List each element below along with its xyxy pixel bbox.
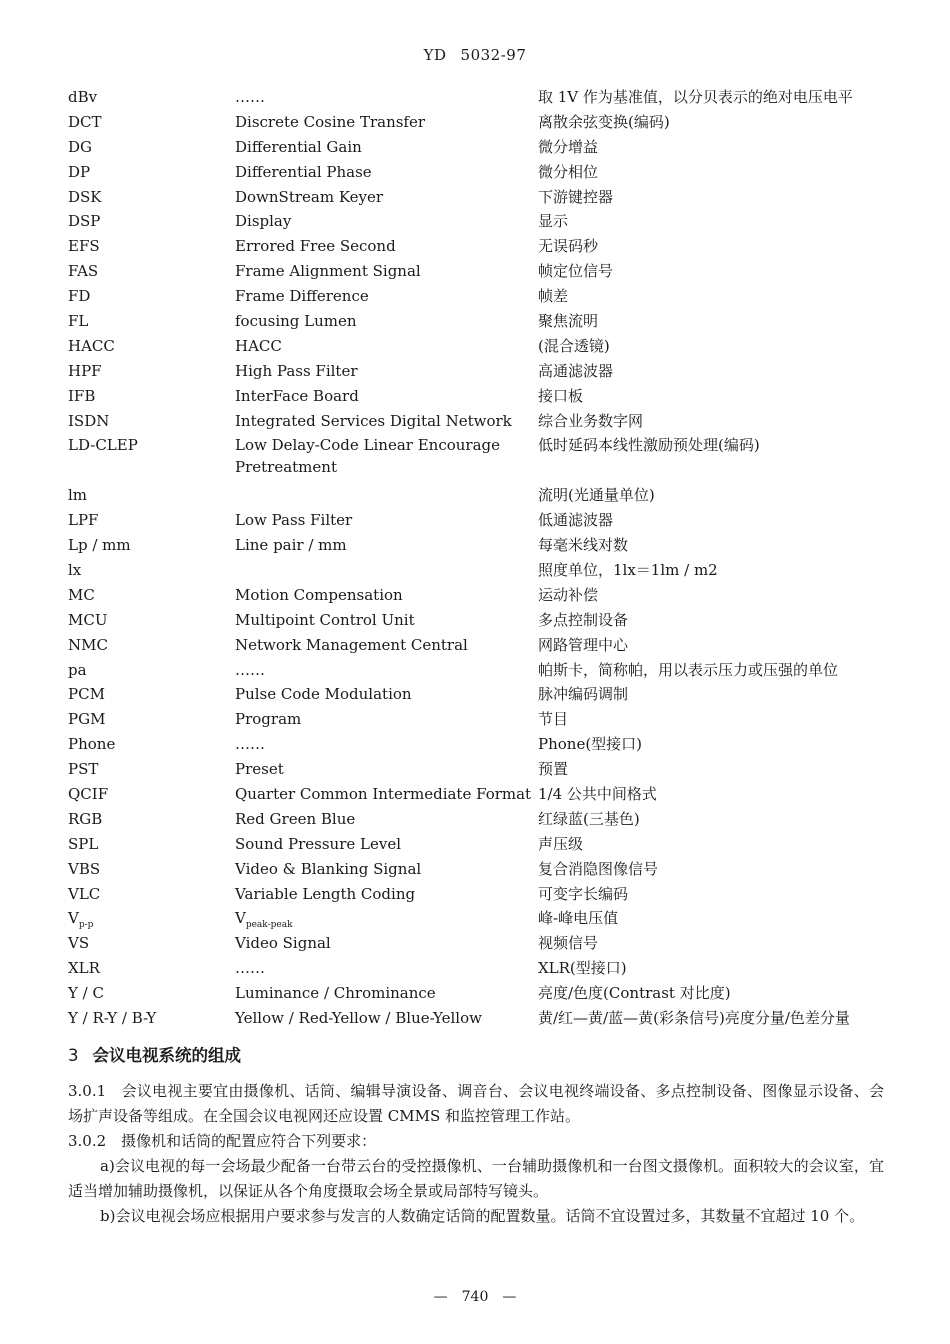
english-term-text: Preset — [235, 760, 284, 779]
english-term-text: Pulse Code Modulation — [235, 685, 412, 704]
paragraph-3-0-2: 3.0.2 摄像机和话筒的配置应符合下列要求： — [68, 1132, 377, 1150]
abbreviation-text: Lp / mm — [68, 536, 131, 555]
english-term-text: Differential Gain — [235, 137, 362, 156]
chinese-term-cell: 下游键控器 — [538, 187, 614, 206]
abbreviation-text: VBS — [68, 859, 101, 878]
table-row — [68, 434, 898, 484]
english-term-cell — [235, 883, 415, 905]
table-row — [68, 932, 898, 957]
english-term-text: Variable Length Coding — [235, 884, 416, 903]
table-row — [68, 534, 898, 559]
english-term-text: Program — [235, 710, 302, 729]
chinese-term-cell: 网路管理中心 — [538, 635, 629, 654]
standard-number: 5032-97 — [460, 46, 527, 64]
chinese-term-cell: 视频信号 — [538, 934, 599, 953]
english-term-cell — [235, 210, 291, 232]
english-term-cell — [235, 260, 421, 282]
table-row — [68, 683, 898, 708]
abbreviation-subscript: p-p — [78, 920, 94, 931]
chinese-term-cell: (混合透镜) — [538, 336, 610, 355]
abbreviation-text: NMC — [68, 635, 108, 654]
table-row — [68, 136, 898, 161]
abbreviation-text: PCM — [68, 685, 105, 704]
english-term-cell — [235, 509, 352, 531]
abbreviation-text: MC — [68, 585, 95, 604]
table-row — [68, 957, 898, 982]
abbreviation-cell — [68, 360, 102, 382]
english-term-text: …… — [235, 88, 265, 106]
english-term-cell — [235, 932, 331, 954]
abbreviation-table — [68, 86, 898, 1032]
table-row — [68, 559, 898, 584]
english-term-cell — [235, 733, 265, 755]
abbreviation-text: XLR — [68, 959, 100, 978]
table-row — [68, 260, 898, 285]
abbreviation-cell — [68, 310, 88, 332]
abbreviation-text: PGM — [68, 710, 106, 729]
english-term-text: Red Green Blue — [235, 809, 356, 828]
table-row — [68, 708, 898, 733]
section-title: 会议电视系统的组成 — [92, 1046, 241, 1065]
section-number: 3 — [68, 1046, 79, 1065]
english-term-text: Sound Pressure Level — [235, 834, 401, 853]
english-term-cell — [235, 235, 396, 257]
table-row — [68, 1007, 898, 1032]
table-row — [68, 858, 898, 883]
english-term-cell — [235, 833, 401, 855]
english-term-text: Display — [235, 212, 292, 231]
chinese-term-cell: 显示 — [538, 212, 569, 231]
abbreviation-cell — [68, 758, 98, 780]
english-term-text: Discrete Cosine Transfer — [235, 112, 426, 131]
abbreviation-text: FL — [68, 312, 89, 331]
abbreviation-text: lm — [68, 486, 88, 505]
english-term-subscript: peak-peak — [245, 920, 293, 931]
chinese-term-cell: 声压级 — [538, 834, 584, 853]
abbreviation-text: MCU — [68, 610, 108, 629]
abbreviation-cell — [68, 783, 108, 805]
abbreviation-cell — [68, 410, 109, 432]
abbreviation-cell — [68, 161, 90, 183]
english-term-text: Differential Phase — [235, 162, 372, 181]
english-term-cell — [235, 360, 358, 382]
table-row — [68, 285, 898, 310]
abbreviation-cell — [68, 957, 100, 979]
english-term-cell — [235, 136, 362, 158]
english-term-text: Video Signal — [235, 934, 331, 953]
abbreviation-text: V — [68, 909, 79, 928]
table-row — [68, 410, 898, 435]
english-term-text: Network Management Central — [235, 635, 468, 654]
abbreviation-cell — [68, 708, 105, 730]
table-row — [68, 609, 898, 634]
chinese-term-cell: 运动补偿 — [538, 585, 599, 604]
english-term-cell — [235, 683, 412, 705]
english-term-cell — [235, 609, 415, 631]
abbreviation-text: SPL — [68, 834, 99, 853]
page-number: — 740 — — [433, 1289, 517, 1305]
abbreviation-text: LD-CLEP — [68, 436, 138, 455]
english-term-text: Luminance / Chrominance — [235, 984, 436, 1003]
english-term-text: InterFace Board — [235, 386, 359, 405]
abbreviation-cell — [68, 683, 105, 705]
table-row — [68, 210, 898, 235]
english-term-cell — [235, 858, 421, 880]
english-term-text: Frame Alignment Signal — [235, 262, 421, 281]
english-term-text: Low Pass Filter — [235, 511, 353, 530]
abbreviation-cell — [68, 186, 102, 208]
abbreviation-text: pa — [68, 660, 87, 679]
table-row — [68, 808, 898, 833]
english-term-text: HACC — [235, 336, 282, 355]
table-row — [68, 783, 898, 808]
abbreviation-cell — [68, 210, 100, 232]
abbreviation-text: LPF — [68, 511, 99, 530]
table-row — [68, 111, 898, 136]
paragraph-3-0-1: 3.0.1 会议电视主要宜由摄像机、话筒、编辑导演设备、调音台、会议电视终端设备、多点控制设备、图像显示设备、会场扩声设备等组成。在全国会议电视网还应设置 CMMS 和监控管理工作站。 — [68, 1082, 884, 1125]
english-term-cell — [235, 982, 436, 1004]
abbreviation-cell — [68, 136, 92, 158]
table-row — [68, 584, 898, 609]
abbreviation-text: Y / C — [68, 984, 104, 1003]
abbreviation-cell — [68, 584, 95, 606]
abbreviation-text: QCIF — [68, 784, 109, 803]
abbreviation-text: FAS — [68, 262, 99, 281]
table-row — [68, 161, 898, 186]
abbreviation-cell — [68, 634, 108, 656]
abbreviation-text: PST — [68, 760, 99, 779]
abbreviation-cell — [68, 534, 131, 556]
abbreviation-text: EFS — [68, 237, 100, 256]
abbreviation-cell — [68, 285, 90, 307]
table-row — [68, 659, 898, 684]
abbreviation-text: DSP — [68, 212, 101, 231]
english-term-cell — [235, 385, 359, 407]
table-row — [68, 235, 898, 260]
chinese-term-cell: 帕斯卡，简称帕，用以表示压力或压强的单位 — [538, 660, 839, 679]
chinese-term-cell: Phone(型接口) — [538, 735, 643, 754]
english-term-cell — [235, 434, 500, 478]
english-term-continuation: Pretreatment — [235, 458, 337, 477]
abbreviation-cell — [68, 982, 104, 1004]
english-term-text: Video & Blanking Signal — [235, 859, 422, 878]
table-row — [68, 758, 898, 783]
english-term-cell — [235, 783, 531, 805]
english-term-cell — [235, 534, 347, 556]
english-term-cell — [235, 1007, 482, 1029]
english-term-text: Low Delay-Code Linear Encourage — [235, 436, 501, 455]
english-term-text: Motion Compensation — [235, 585, 403, 604]
english-term-cell — [235, 186, 383, 208]
chinese-term-cell: 可变字长编码 — [538, 884, 629, 903]
table-row — [68, 86, 898, 111]
abbreviation-text: HACC — [68, 336, 115, 355]
chinese-term-cell: 帧差 — [538, 287, 569, 306]
english-term-text: Multipoint Control Unit — [235, 610, 415, 629]
abbreviation-text: HPF — [68, 361, 102, 380]
abbreviation-text: DG — [68, 137, 93, 156]
abbreviation-text: IFB — [68, 386, 96, 405]
abbreviation-cell — [68, 111, 102, 133]
english-term-cell — [235, 708, 301, 730]
english-term-text: Yellow / Red-Yellow / Blue-Yellow — [235, 1008, 482, 1027]
abbreviation-cell — [68, 559, 81, 581]
english-term-cell — [235, 634, 468, 656]
english-term-cell — [235, 808, 355, 830]
abbreviation-cell — [68, 733, 115, 755]
chinese-term-cell: 多点控制设备 — [538, 610, 629, 629]
page-header — [0, 46, 950, 64]
abbreviation-cell — [68, 883, 100, 905]
paragraph-item-b: b)会议电视会场应根据用户要求参与发言的人数确定话筒的配置数量。话筒不宜设置过多，其数量不宜超过 10 个。 — [100, 1207, 865, 1225]
chinese-term-cell: 综合业务数字网 — [538, 411, 644, 430]
chinese-term-cell: 红绿蓝(三基色) — [538, 809, 640, 828]
table-row — [68, 310, 898, 335]
english-term-text: High Pass Filter — [235, 361, 358, 380]
table-row — [68, 833, 898, 858]
chinese-term-cell: 微分增益 — [538, 137, 599, 156]
english-term-text: Frame Difference — [235, 287, 369, 306]
abbreviation-cell — [68, 858, 100, 880]
paragraph-item-a: a)会议电视的每一会场最少配备一台带云台的受控摄像机、一台辅助摄像机和一台图文摄像机。面积较大的会议室，宜适当增加辅助摄像机，以保证从各个角度摄取会场全景或局部特写镜头。 — [68, 1157, 884, 1200]
english-term-text: …… — [235, 735, 265, 754]
abbreviation-cell — [68, 1007, 156, 1029]
english-term-text: DownStream Keyer — [235, 187, 384, 206]
abbreviation-cell — [68, 932, 89, 954]
abbreviation-cell — [68, 609, 107, 631]
abbreviation-text: DCT — [68, 112, 102, 131]
english-term-text: focusing Lumen — [235, 312, 357, 331]
english-term-text: Line pair / mm — [235, 536, 347, 555]
chinese-term-cell: 低通滤波器 — [538, 511, 614, 530]
english-term-text: …… — [235, 660, 265, 679]
chinese-term-cell: 黄/红—黄/蓝—黄(彩条信号)亮度分量/色差分量 — [538, 1008, 850, 1027]
chinese-term-cell: 节目 — [538, 710, 569, 729]
abbreviation-cell — [68, 833, 98, 855]
chinese-term-cell: 1/4 公共中间格式 — [538, 784, 657, 803]
chinese-term-cell: 高通滤波器 — [538, 361, 614, 380]
abbreviation-text: DSK — [68, 187, 102, 206]
table-row — [68, 484, 898, 509]
chinese-term-cell: 照度单位，1lx＝1lm / m2 — [538, 560, 718, 579]
abbreviation-cell — [68, 434, 138, 456]
abbreviation-text: Y / R-Y / B-Y — [68, 1008, 157, 1027]
standard-prefix: YD — [423, 46, 447, 64]
table-row — [68, 186, 898, 211]
table-row — [68, 509, 898, 534]
section-heading — [68, 1042, 241, 1066]
table-row — [68, 883, 898, 908]
chinese-term-cell: 复合消隐图像信号 — [538, 859, 659, 878]
english-term-cell — [235, 161, 372, 183]
english-term-cell — [235, 957, 265, 979]
english-term-cell — [235, 111, 425, 133]
english-term-cell — [235, 310, 357, 332]
abbreviation-cell — [68, 385, 95, 407]
abbreviation-text: lx — [68, 560, 82, 579]
abbreviation-text: ISDN — [68, 411, 110, 430]
chinese-term-cell: 峰-峰电压值 — [538, 909, 619, 928]
table-row — [68, 385, 898, 410]
abbreviation-text: FD — [68, 287, 91, 306]
chinese-term-cell: 微分相位 — [538, 162, 599, 181]
chinese-term-cell: 聚焦流明 — [538, 312, 599, 331]
english-term-cell — [235, 659, 265, 681]
abbreviation-cell — [68, 484, 87, 506]
chinese-term-cell: XLR(型接口) — [538, 959, 627, 978]
abbreviation-text: RGB — [68, 809, 103, 828]
abbreviation-text: Phone — [68, 735, 116, 754]
english-term-cell — [235, 584, 403, 606]
abbreviation-cell — [68, 335, 115, 357]
chinese-term-cell: 无误码秒 — [538, 237, 599, 256]
english-term-text: V — [235, 909, 246, 928]
table-row — [68, 733, 898, 758]
abbreviation-text: VLC — [68, 884, 101, 903]
english-term-cell — [235, 285, 369, 307]
chinese-term-cell: 接口板 — [538, 386, 584, 405]
english-term-text: Integrated Services Digital Network — [235, 411, 512, 430]
chinese-term-cell: 低时延码本线性激励预处理(编码) — [538, 436, 760, 455]
chinese-term-cell: 离散余弦变换(编码) — [538, 112, 670, 131]
table-row — [68, 335, 898, 360]
chinese-term-cell: 每毫米线对数 — [538, 536, 629, 555]
abbreviation-text: DP — [68, 162, 91, 181]
english-term-cell — [235, 758, 284, 780]
abbreviation-cell — [68, 235, 100, 257]
english-term-cell — [235, 410, 512, 432]
table-row — [68, 360, 898, 385]
chinese-term-cell: 流明(光通量单位) — [538, 486, 655, 505]
table-row — [68, 907, 898, 932]
chinese-term-cell: 帧定位信号 — [538, 262, 614, 281]
chinese-term-cell: 取 1V 作为基准值，以分贝表示的绝对电压电平 — [538, 88, 853, 106]
english-term-text: …… — [235, 959, 265, 978]
abbreviation-text: VS — [68, 934, 90, 953]
chinese-term-cell: 预置 — [538, 760, 569, 779]
chinese-term-cell: 脉冲编码调制 — [538, 685, 629, 704]
english-term-text: Errored Free Second — [235, 237, 396, 256]
english-term-cell — [235, 86, 265, 108]
english-term-text: Quarter Common Intermediate Format — [235, 784, 532, 803]
abbreviation-cell — [68, 659, 87, 681]
chinese-term-cell: 亮度/色度(Contrast 对比度) — [538, 984, 731, 1003]
abbreviation-cell — [68, 808, 102, 830]
abbreviation-cell — [68, 260, 98, 282]
table-row — [68, 634, 898, 659]
english-term-cell — [235, 335, 282, 357]
abbreviation-cell — [68, 86, 97, 108]
abbreviation-text: dBv — [68, 88, 98, 106]
table-row — [68, 982, 898, 1007]
abbreviation-cell — [68, 509, 98, 531]
